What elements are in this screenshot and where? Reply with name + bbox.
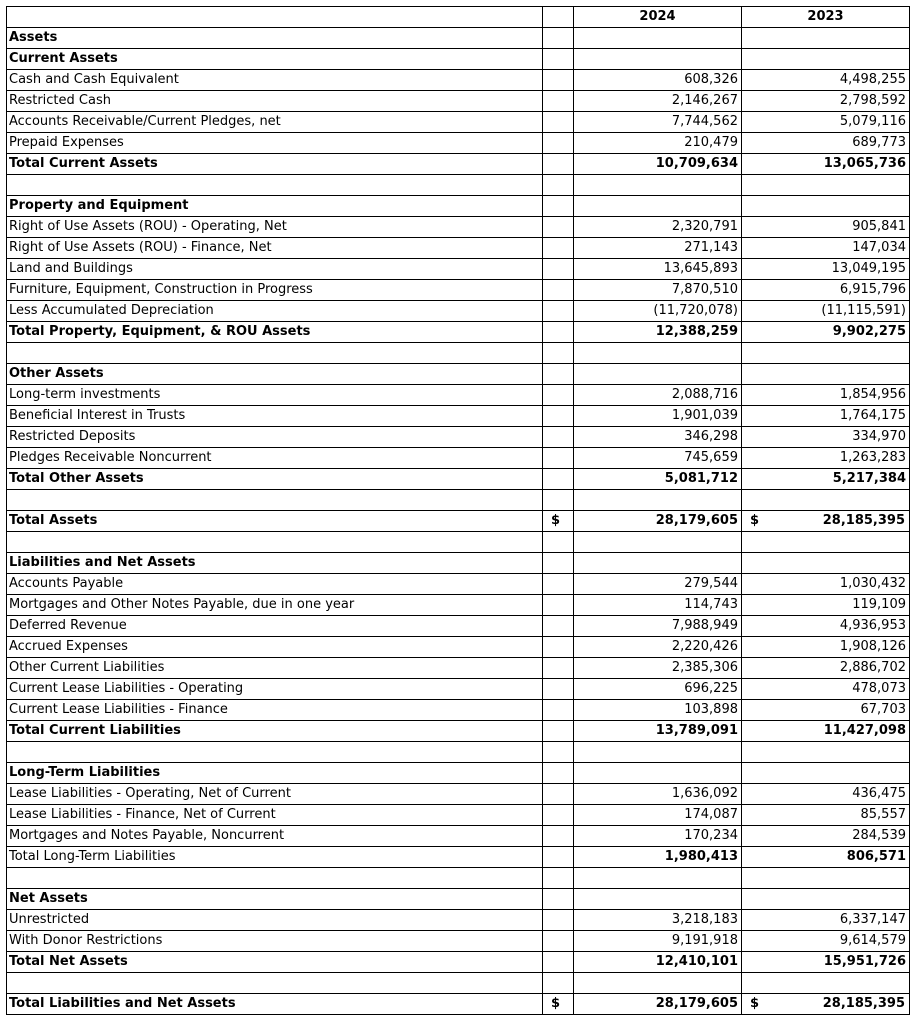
value-2024: 1,636,092 [574, 784, 742, 805]
currency-symbol-2023: $ [750, 996, 760, 1011]
table-row [7, 322, 910, 343]
row-label: Right of Use Assets (ROU) - Operating, Net [7, 217, 543, 238]
currency-symbol-cell [543, 910, 574, 931]
row-label: Total Current Assets [7, 154, 543, 175]
value-2024: 13,645,893 [574, 259, 742, 280]
table-row [7, 91, 910, 112]
currency-symbol-cell: $ [543, 511, 574, 532]
table-row [7, 784, 910, 805]
value-2024 [574, 175, 742, 196]
value-2023: 1,263,283 [742, 448, 910, 469]
table-row [7, 763, 910, 784]
row-label: With Donor Restrictions [7, 931, 543, 952]
row-label: Deferred Revenue [7, 616, 543, 637]
row-label [7, 742, 543, 763]
table-row [7, 952, 910, 973]
value-2023: 1,764,175 [742, 406, 910, 427]
row-label: Unrestricted [7, 910, 543, 931]
value-2024: 10,709,634 [574, 154, 742, 175]
value-2023 [742, 889, 910, 910]
value-2023: 6,337,147 [742, 910, 910, 931]
balance-sheet-table [6, 6, 910, 1015]
row-label: Accounts Payable [7, 574, 543, 595]
value-2024: 5,081,712 [574, 469, 742, 490]
value-2023: 4,498,255 [742, 70, 910, 91]
header-2023: 2023 [742, 7, 910, 28]
table-row [7, 637, 910, 658]
value-2024: 28,179,605 [574, 511, 742, 532]
currency-symbol-cell [543, 469, 574, 490]
value-2023: 13,065,736 [742, 154, 910, 175]
table-row [7, 721, 910, 742]
currency-symbol-cell [543, 553, 574, 574]
value-2024: 13,789,091 [574, 721, 742, 742]
table-row [7, 553, 910, 574]
currency-symbol-cell [543, 616, 574, 637]
row-label: Mortgages and Other Notes Payable, due in one year [7, 595, 543, 616]
row-label: Long-Term Liabilities [7, 763, 543, 784]
value-2023-amount: 28,185,395 [822, 996, 905, 1011]
value-2023 [742, 868, 910, 889]
currency-symbol-cell [543, 784, 574, 805]
row-label: Current Lease Liabilities - Operating [7, 679, 543, 700]
table-row [7, 595, 910, 616]
currency-symbol-cell [543, 427, 574, 448]
currency-symbol-cell [543, 637, 574, 658]
row-label [7, 490, 543, 511]
value-2024: 12,388,259 [574, 322, 742, 343]
currency-symbol-cell [543, 49, 574, 70]
currency-symbol-cell [543, 574, 574, 595]
currency-symbol-cell [543, 889, 574, 910]
row-label: Restricted Deposits [7, 427, 543, 448]
table-row [7, 511, 910, 532]
table-row [7, 112, 910, 133]
value-2024: 170,234 [574, 826, 742, 847]
currency-symbol-cell [543, 448, 574, 469]
row-label: Accrued Expenses [7, 637, 543, 658]
row-label: Land and Buildings [7, 259, 543, 280]
value-2024 [574, 889, 742, 910]
value-2024: 608,326 [574, 70, 742, 91]
table-row [7, 217, 910, 238]
currency-symbol-cell [543, 973, 574, 994]
value-2024: 12,410,101 [574, 952, 742, 973]
blank-row [7, 868, 910, 889]
value-2023: 5,079,116 [742, 112, 910, 133]
value-2023: 478,073 [742, 679, 910, 700]
value-2024: 210,479 [574, 133, 742, 154]
value-2023: 436,475 [742, 784, 910, 805]
table-row [7, 196, 910, 217]
currency-symbol-cell [543, 91, 574, 112]
value-2024: (11,720,078) [574, 301, 742, 322]
currency-symbol-cell [543, 301, 574, 322]
row-label: Property and Equipment [7, 196, 543, 217]
currency-symbol-cell [543, 385, 574, 406]
row-label: Less Accumulated Depreciation [7, 301, 543, 322]
blank-row [7, 343, 910, 364]
value-2024: 7,988,949 [574, 616, 742, 637]
value-2023 [742, 490, 910, 511]
value-2023 [742, 994, 910, 1015]
table-row [7, 385, 910, 406]
row-label: Other Current Liabilities [7, 658, 543, 679]
value-2024: 28,179,605 [574, 994, 742, 1015]
currency-symbol-cell [543, 742, 574, 763]
value-2024 [574, 868, 742, 889]
currency-symbol-cell [543, 406, 574, 427]
header-row [7, 7, 910, 28]
row-label: Current Lease Liabilities - Finance [7, 700, 543, 721]
value-2024: 2,320,791 [574, 217, 742, 238]
value-2024: 2,088,716 [574, 385, 742, 406]
table-row [7, 658, 910, 679]
value-2024 [574, 973, 742, 994]
table-row [7, 448, 910, 469]
blank-row [7, 742, 910, 763]
currency-symbol-cell: $ [543, 994, 574, 1015]
table-row [7, 49, 910, 70]
table-row [7, 406, 910, 427]
value-2024: 745,659 [574, 448, 742, 469]
currency-symbol-cell [543, 322, 574, 343]
table-row [7, 826, 910, 847]
currency-symbol-cell [543, 28, 574, 49]
value-2023: 119,109 [742, 595, 910, 616]
row-label: Right of Use Assets (ROU) - Finance, Net [7, 238, 543, 259]
value-2024: 271,143 [574, 238, 742, 259]
table-row [7, 469, 910, 490]
value-2024: 2,385,306 [574, 658, 742, 679]
row-label: Long-term investments [7, 385, 543, 406]
currency-symbol-cell [543, 280, 574, 301]
table-row [7, 889, 910, 910]
row-label: Total Other Assets [7, 469, 543, 490]
currency-symbol-cell [543, 364, 574, 385]
row-label: Assets [7, 28, 543, 49]
value-2024: 696,225 [574, 679, 742, 700]
row-label: Liabilities and Net Assets [7, 553, 543, 574]
value-2023: 9,614,579 [742, 931, 910, 952]
currency-symbol-cell [543, 238, 574, 259]
table-row [7, 364, 910, 385]
value-2023 [742, 343, 910, 364]
value-2024 [574, 28, 742, 49]
row-label: Restricted Cash [7, 91, 543, 112]
header-label-cell [7, 7, 543, 28]
currency-symbol-2023: $ [750, 513, 760, 528]
table-row [7, 679, 910, 700]
value-2023 [742, 763, 910, 784]
value-2023 [742, 364, 910, 385]
value-2024: 3,218,183 [574, 910, 742, 931]
table-row [7, 700, 910, 721]
currency-symbol-cell [543, 154, 574, 175]
value-2023: 11,427,098 [742, 721, 910, 742]
value-2023 [742, 196, 910, 217]
table-row [7, 931, 910, 952]
value-2023 [742, 553, 910, 574]
value-2024 [574, 49, 742, 70]
table-row [7, 280, 910, 301]
header-2024: 2024 [574, 7, 742, 28]
row-label [7, 175, 543, 196]
value-2023: 334,970 [742, 427, 910, 448]
value-2023: 2,798,592 [742, 91, 910, 112]
row-label: Accounts Receivable/Current Pledges, net [7, 112, 543, 133]
value-2023: 1,908,126 [742, 637, 910, 658]
value-2023: 85,557 [742, 805, 910, 826]
blank-row [7, 532, 910, 553]
currency-symbol-cell [543, 490, 574, 511]
value-2023: 6,915,796 [742, 280, 910, 301]
value-2024 [574, 364, 742, 385]
currency-symbol-cell [543, 133, 574, 154]
row-label: Total Long-Term Liabilities [7, 847, 543, 868]
value-2024: 279,544 [574, 574, 742, 595]
row-label [7, 532, 543, 553]
value-2023: 284,539 [742, 826, 910, 847]
currency-symbol-cell [543, 175, 574, 196]
table-row [7, 238, 910, 259]
header-gap-cell [543, 7, 574, 28]
currency-symbol-cell [543, 700, 574, 721]
table-row [7, 28, 910, 49]
value-2023: 9,902,275 [742, 322, 910, 343]
blank-row [7, 490, 910, 511]
row-label [7, 868, 543, 889]
value-2024 [574, 343, 742, 364]
currency-symbol-cell [543, 847, 574, 868]
value-2023 [742, 28, 910, 49]
row-label: Total Current Liabilities [7, 721, 543, 742]
value-2023: 689,773 [742, 133, 910, 154]
value-2023 [742, 973, 910, 994]
currency-symbol-cell [543, 217, 574, 238]
value-2023: 147,034 [742, 238, 910, 259]
currency-symbol-cell [543, 259, 574, 280]
row-label: Prepaid Expenses [7, 133, 543, 154]
row-label: Pledges Receivable Noncurrent [7, 448, 543, 469]
value-2023: 5,217,384 [742, 469, 910, 490]
row-label: Other Assets [7, 364, 543, 385]
value-2023-amount: 28,185,395 [822, 513, 905, 528]
currency-symbol-cell [543, 196, 574, 217]
currency-symbol-cell [543, 826, 574, 847]
value-2023: 806,571 [742, 847, 910, 868]
row-label [7, 973, 543, 994]
table-row [7, 133, 910, 154]
row-label: Beneficial Interest in Trusts [7, 406, 543, 427]
value-2023: 905,841 [742, 217, 910, 238]
row-label [7, 343, 543, 364]
blank-row [7, 175, 910, 196]
table-row [7, 301, 910, 322]
value-2024 [574, 490, 742, 511]
value-2024 [574, 742, 742, 763]
currency-symbol-cell [543, 658, 574, 679]
value-2024: 1,980,413 [574, 847, 742, 868]
value-2023 [742, 532, 910, 553]
currency-symbol-cell [543, 868, 574, 889]
currency-symbol-cell [543, 952, 574, 973]
value-2024: 346,298 [574, 427, 742, 448]
row-label: Total Assets [7, 511, 543, 532]
value-2024: 7,744,562 [574, 112, 742, 133]
currency-symbol-cell [543, 721, 574, 742]
currency-symbol-cell [543, 112, 574, 133]
table-row [7, 70, 910, 91]
table-row [7, 259, 910, 280]
row-label: Current Assets [7, 49, 543, 70]
table-row [7, 427, 910, 448]
blank-row [7, 973, 910, 994]
row-label: Net Assets [7, 889, 543, 910]
table-row [7, 616, 910, 637]
value-2023: 1,854,956 [742, 385, 910, 406]
value-2024: 103,898 [574, 700, 742, 721]
currency-symbol-cell [543, 679, 574, 700]
table-row [7, 910, 910, 931]
value-2023 [742, 49, 910, 70]
table-row [7, 805, 910, 826]
value-2024 [574, 532, 742, 553]
currency-symbol-cell [543, 763, 574, 784]
value-2023 [742, 175, 910, 196]
value-2024: 2,146,267 [574, 91, 742, 112]
value-2023: 13,049,195 [742, 259, 910, 280]
row-label: Lease Liabilities - Finance, Net of Current [7, 805, 543, 826]
currency-symbol-cell [543, 532, 574, 553]
value-2024: 1,901,039 [574, 406, 742, 427]
row-label: Total Liabilities and Net Assets [7, 994, 543, 1015]
value-2023: (11,115,591) [742, 301, 910, 322]
table-row [7, 994, 910, 1015]
currency-symbol-cell [543, 931, 574, 952]
value-2023 [742, 742, 910, 763]
row-label: Total Net Assets [7, 952, 543, 973]
table-row [7, 574, 910, 595]
value-2023: 67,703 [742, 700, 910, 721]
value-2023 [742, 511, 910, 532]
row-label: Lease Liabilities - Operating, Net of Current [7, 784, 543, 805]
currency-symbol-cell [543, 70, 574, 91]
value-2023: 15,951,726 [742, 952, 910, 973]
row-label: Cash and Cash Equivalent [7, 70, 543, 91]
row-label: Total Property, Equipment, & ROU Assets [7, 322, 543, 343]
table-row [7, 154, 910, 175]
value-2024: 114,743 [574, 595, 742, 616]
table-row [7, 847, 910, 868]
value-2024 [574, 553, 742, 574]
value-2024: 7,870,510 [574, 280, 742, 301]
currency-symbol-cell [543, 343, 574, 364]
value-2024 [574, 196, 742, 217]
value-2024 [574, 763, 742, 784]
value-2024: 2,220,426 [574, 637, 742, 658]
row-label: Furniture, Equipment, Construction in Progress [7, 280, 543, 301]
currency-symbol-cell [543, 595, 574, 616]
value-2023: 2,886,702 [742, 658, 910, 679]
value-2023: 4,936,953 [742, 616, 910, 637]
value-2024: 9,191,918 [574, 931, 742, 952]
value-2023: 1,030,432 [742, 574, 910, 595]
row-label: Mortgages and Notes Payable, Noncurrent [7, 826, 543, 847]
currency-symbol-cell [543, 805, 574, 826]
value-2024: 174,087 [574, 805, 742, 826]
